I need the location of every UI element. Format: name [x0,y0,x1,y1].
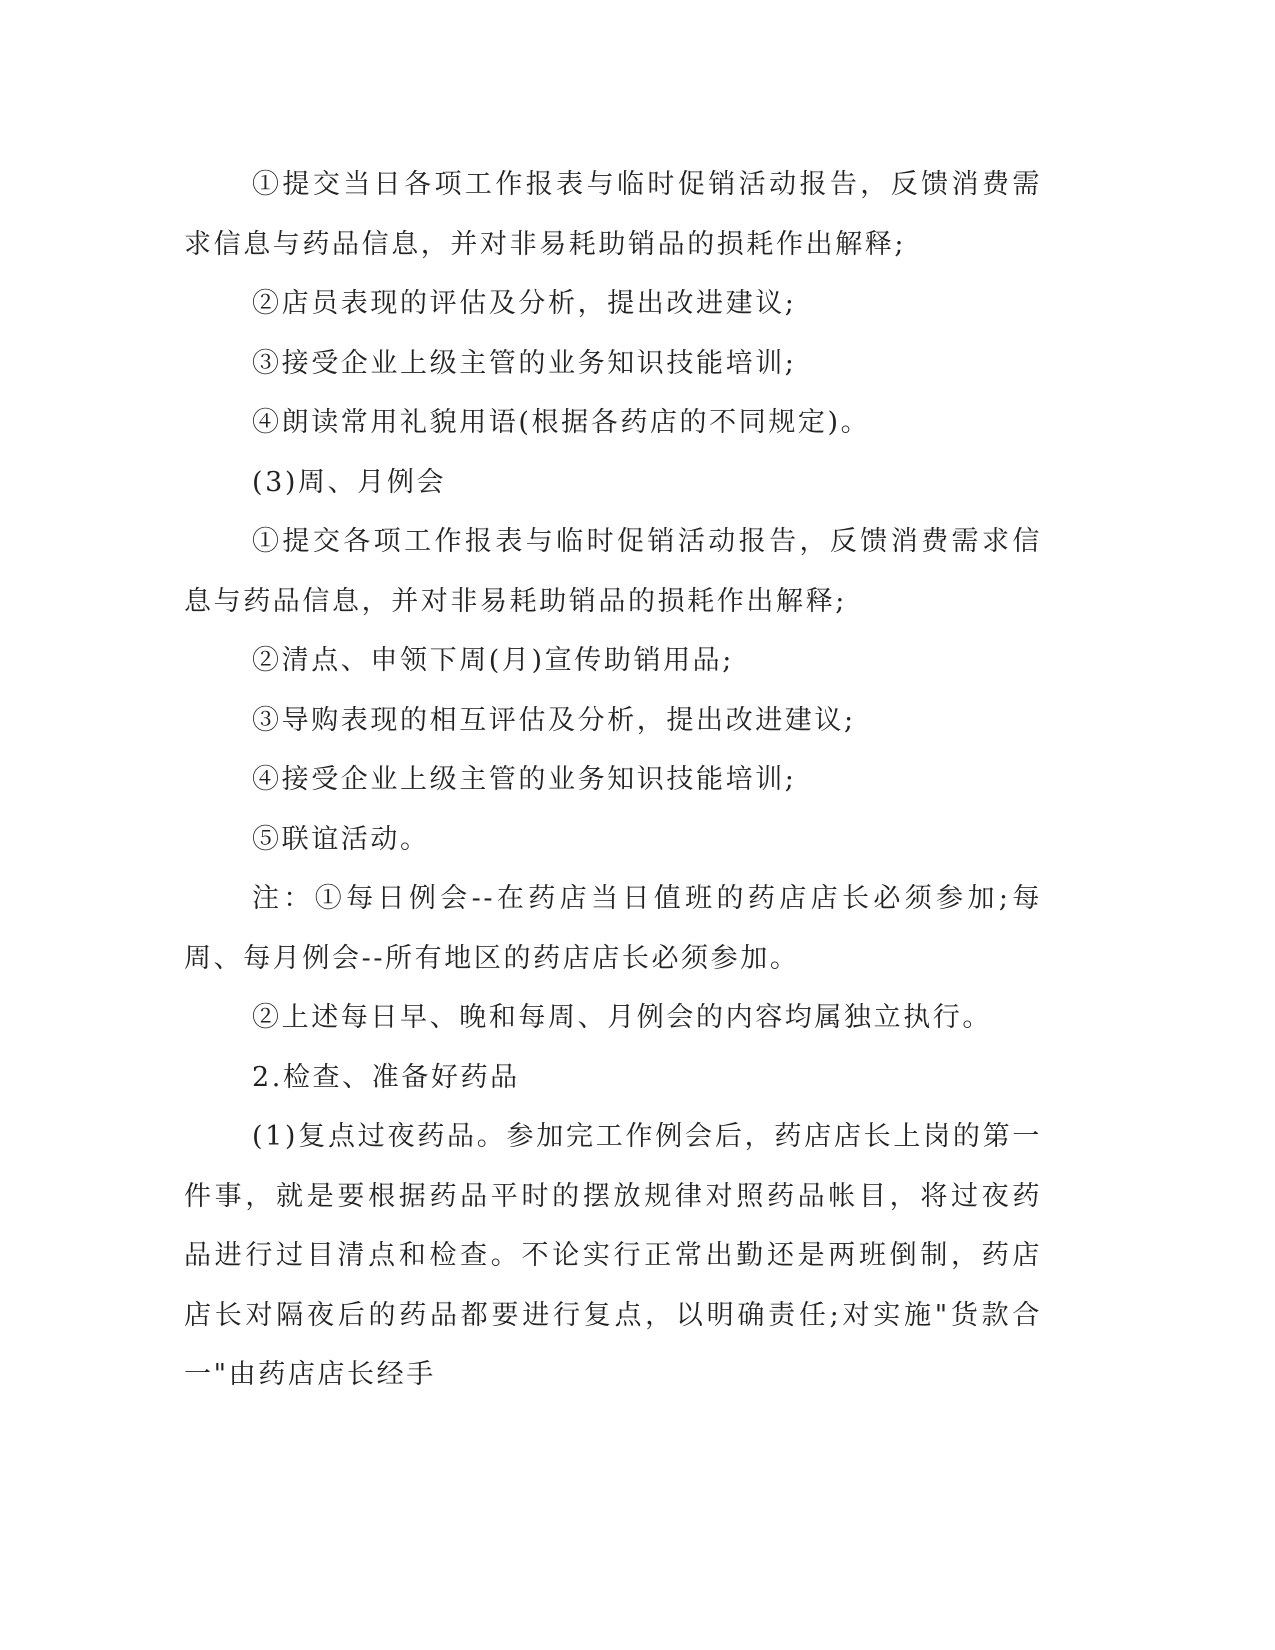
document-body [184,155,1042,1405]
paragraph-weekly-report: ①提交各项工作报表与临时促销活动报告，反馈消费需求信息与药品信息，并对非易耗助销品的损耗作出解释; [184,526,1042,617]
paragraph-weekly-training: ④接受企业上级主管的业务知识技能培训; [252,764,797,795]
paragraph-promo-supplies: ②清点、申领下周(月)宣传助销用品; [252,645,734,676]
section-heading-check-medicines: 2.检查、准备好药品 [252,1061,520,1093]
paragraph-guide-evaluation: ③导购表现的相互评估及分析，提出改进建议; [252,704,856,736]
paragraph-note-independent: ②上述每日早、晚和每周、月例会的内容均属独立执行。 [252,1002,992,1033]
paragraph-courtesy-phrases: ④朗读常用礼貌用语(根据各药店的不同规定)。 [252,407,871,438]
paragraph-note-attendance: 注：①每日例会--在药店当日值班的药店店长必须参加;每周、每月例会--所有地区的药店店长必须参加。 [184,883,1042,974]
section-heading-weekly-monthly-meeting: (3)周、月例会 [252,466,447,498]
paragraph-social-activity: ⑤联谊活动。 [252,823,430,855]
paragraph-daily-report: ①提交当日各项工作报表与临时促销活动报告，反馈消费需求信息与药品信息，并对非易耗助销品的损耗作出解释; [184,169,1042,260]
paragraph-recount-overnight: (1)复点过夜药品。参加完工作例会后，药店店长上岗的第一件事，就是要根据药品平时的摆放规律对照药品帐目，将过夜药品进行过目清点和检查。不论实行正常出勤还是两班倒制，药店店长对隔夜后的药品都要进行复点，以明确责任;对实施"货款合一"由药店店长经手 [184,1121,1042,1390]
paragraph-staff-evaluation: ②店员表现的评估及分析，提出改进建议; [252,288,797,319]
paragraph-training: ③接受企业上级主管的业务知识技能培训; [252,347,797,379]
